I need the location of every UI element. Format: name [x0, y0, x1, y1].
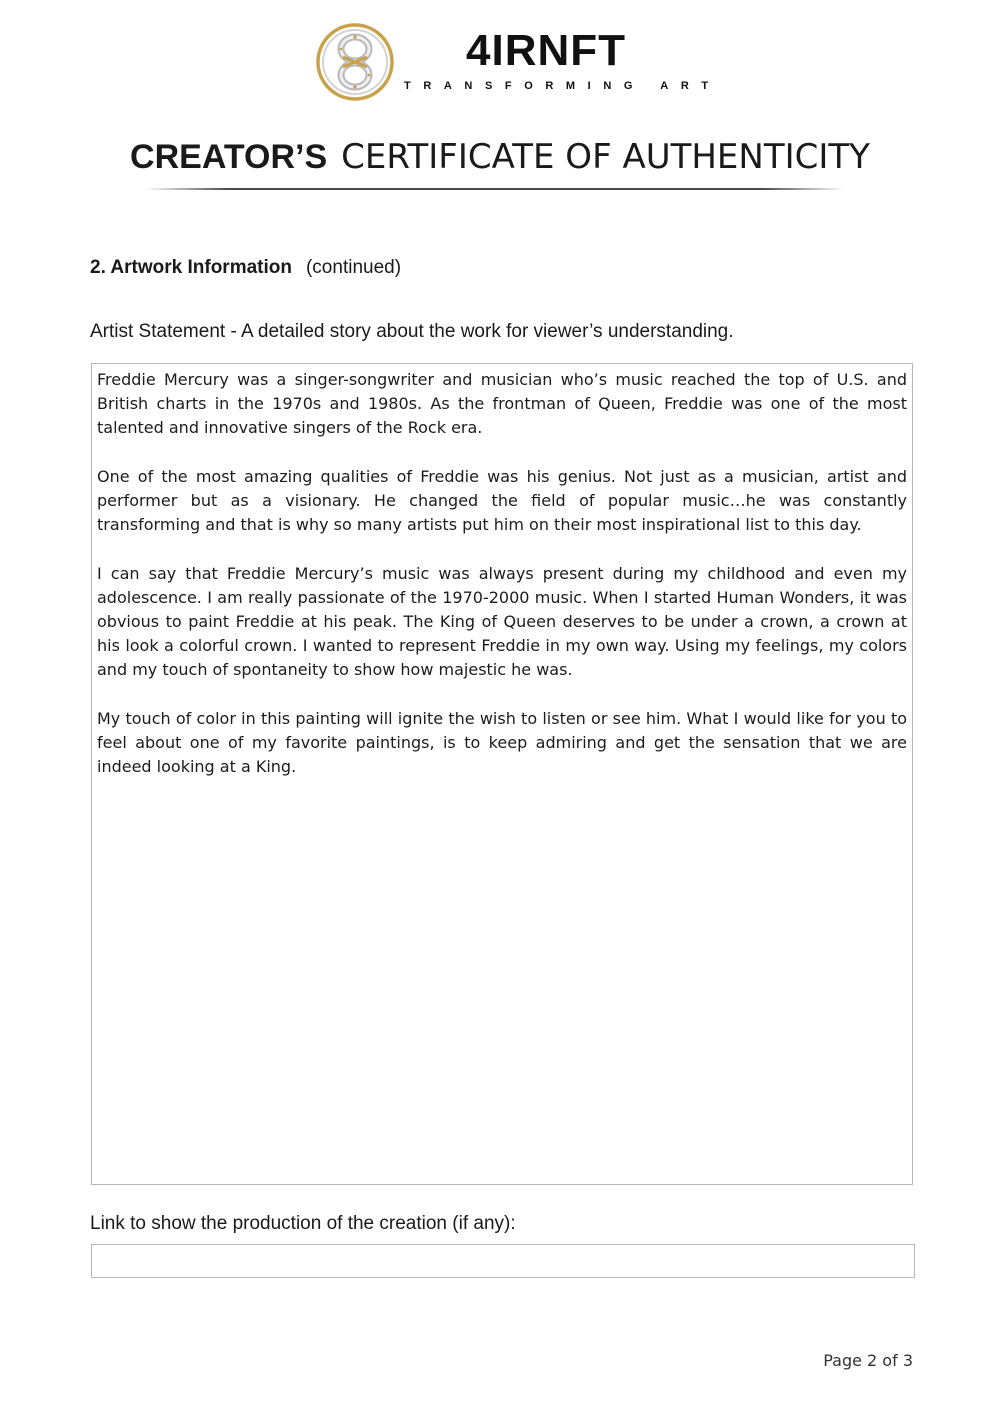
section-heading-label: 2. Artwork Information [90, 257, 292, 278]
page-title [0, 134, 1000, 180]
artist-statement-label: Artist Statement - A detailed story about the work for viewer’s understanding. [90, 321, 734, 342]
artist-statement-field[interactable] [91, 363, 913, 1185]
statement-paragraph: I can say that Freddie Mercury’s music was always present during my childhood and even my adolescence. I am really passionate of the 1970-2000 music. When I started Human Wonders, it was obvious to paint Freddie at his peak. The King of Queen deserves to be under a crown, a crown at his look a colorful crown. I wanted to represent Freddie in my own way. Using my feelings, my colors and my touch of spontaneity to show how majestic he was. [97, 563, 907, 680]
title-divider [145, 188, 845, 190]
section-heading [90, 256, 401, 280]
section-heading-suffix: (continued) [305, 257, 402, 278]
page-number: Page 2 of 3 [823, 1351, 913, 1370]
title-rest: CERTIFICATE OF AUTHENTICITY [341, 137, 870, 177]
statement-paragraph: One of the most amazing qualities of Freddie was his genius. Not just as a musician, artist and performer but as a visionary. He changed the field of popular music…he was constantly transforming and that is why so many artists put him on their most inspirational list to this day. [97, 466, 907, 535]
statement-paragraph: My touch of color in this painting will ignite the wish to listen or see him. What I would like for you to feel about one of my favorite paintings, is to keep admiring and get the sensation that we are indeed looking at a King. [97, 708, 907, 777]
production-link-field[interactable] [91, 1244, 915, 1278]
logo-brand: 4IRNFT [466, 26, 626, 75]
production-link-label: Link to show the production of the creation (if any): [90, 1213, 516, 1234]
interlocked-infinity-logo-icon [315, 22, 395, 102]
logo-tagline: TRANSFORMING ART [404, 80, 721, 92]
title-strong: CREATOR’S [130, 138, 328, 176]
statement-paragraph: Freddie Mercury was a singer-songwriter and musician who’s music reached the top of U.S. and British charts in the 1970s and 1980s. As the frontman of Queen, Freddie was one of the most talented and innovative singers of the Rock era. [97, 370, 907, 438]
